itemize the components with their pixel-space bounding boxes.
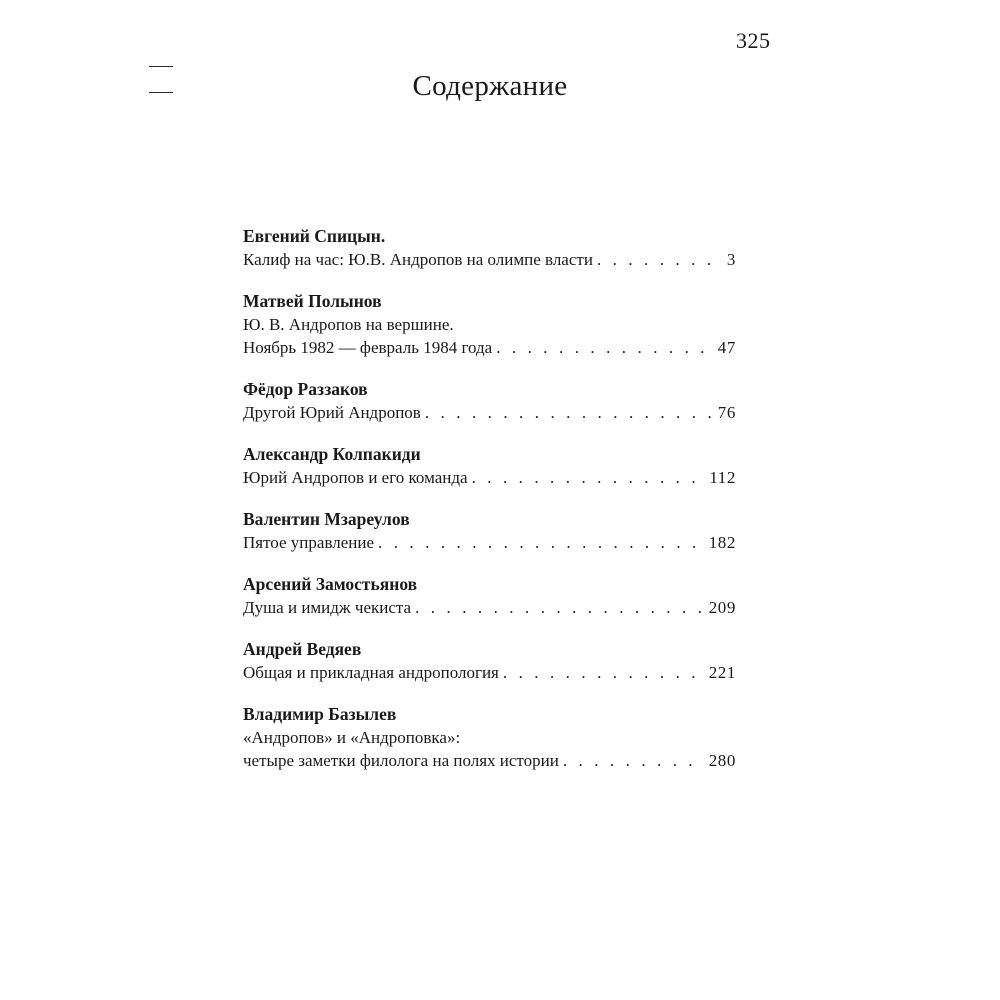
- dot-leader: [411, 596, 705, 619]
- dot-leader: [468, 466, 706, 489]
- toc-page-number: 47: [717, 338, 736, 357]
- toc-page-number: 76: [717, 403, 736, 422]
- toc-title-row: [243, 531, 736, 554]
- toc-author: Валентин Мзареулов: [243, 509, 410, 529]
- toc-title-line: «Андропов» и «Андроповка»:: [243, 728, 461, 747]
- toc-page-number: 221: [708, 663, 736, 682]
- dot-leader: [374, 531, 705, 554]
- toc-title: Душа и имидж чекиста: [243, 598, 412, 617]
- toc-author: Александр Колпакиди: [243, 444, 421, 464]
- toc-title-row: [243, 661, 736, 684]
- dot-leader: [499, 661, 705, 684]
- toc-title: Общая и прикладная андропология: [243, 663, 499, 682]
- toc-title: Калиф на час: Ю.В. Андропов на олимпе власти: [243, 250, 593, 269]
- toc-title: Пятое управление: [243, 533, 375, 552]
- toc-author: Евгений Спицын.: [243, 226, 386, 246]
- toc-title-row: [243, 749, 736, 772]
- toc-entry[interactable]: [243, 290, 736, 359]
- toc-page-number: 112: [709, 468, 736, 487]
- header-rule-top: [149, 66, 173, 67]
- toc-title: Ноябрь 1982 — февраль 1984 года: [243, 338, 493, 357]
- toc-title-row: [243, 596, 736, 619]
- toc-author: Матвей Полынов: [243, 291, 382, 311]
- toc-author: Владимир Базылев: [243, 704, 397, 724]
- dot-leader: [421, 401, 714, 424]
- toc-entry[interactable]: [243, 443, 736, 489]
- page-number: 325: [736, 28, 771, 53]
- toc-entry[interactable]: [243, 703, 736, 772]
- toc-author: Арсений Замостьянов: [243, 574, 418, 594]
- toc-author: Андрей Ведяев: [243, 639, 362, 659]
- toc-title: Юрий Андропов и его команда: [243, 468, 468, 487]
- toc-title-row: [243, 248, 736, 271]
- toc-page-number: 182: [708, 533, 736, 552]
- toc-title-line: Ю. В. Андропов на вершине.: [243, 315, 454, 334]
- table-of-contents: [243, 225, 736, 791]
- toc-page-number: 3: [726, 250, 736, 269]
- toc-page-number: 280: [708, 751, 736, 770]
- dot-leader: [492, 336, 714, 359]
- toc-page-number: 209: [708, 598, 736, 617]
- toc-entry[interactable]: [243, 508, 736, 554]
- toc-entry[interactable]: [243, 225, 736, 271]
- page-title: Содержание: [412, 70, 568, 102]
- toc-title: Другой Юрий Андропов: [243, 403, 421, 422]
- toc-entry[interactable]: [243, 573, 736, 619]
- toc-title-row: [243, 336, 736, 359]
- toc-entry[interactable]: [243, 378, 736, 424]
- toc-title: четыре заметки филолога на полях истории: [243, 751, 559, 770]
- dot-leader: [593, 248, 723, 271]
- toc-title-row: [243, 401, 736, 424]
- toc-title-row: [243, 466, 736, 489]
- dot-leader: [559, 749, 705, 772]
- toc-entry[interactable]: [243, 638, 736, 684]
- toc-author: Фёдор Раззаков: [243, 379, 368, 399]
